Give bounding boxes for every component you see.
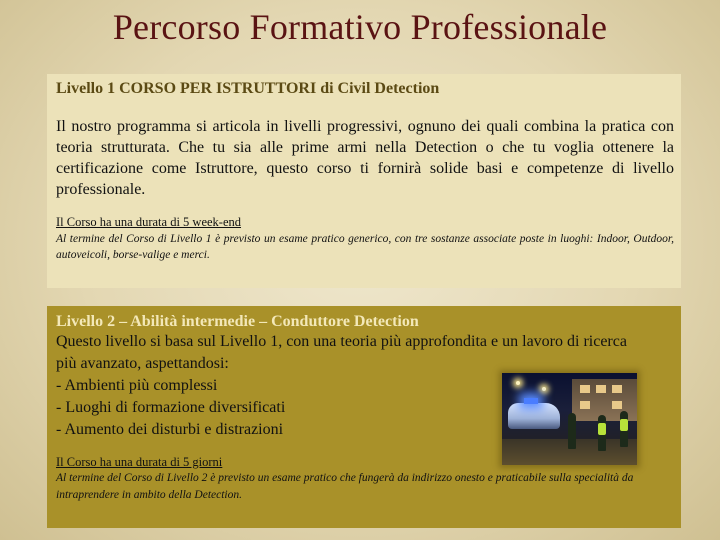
level2-note: Al termine del Corso di Livello 2 è previsto un esame pratico che fungerà da indirizzo onesto e praticabile sulla specialità da intraprendere in ambito della Detection. xyxy=(56,472,634,501)
level2-duration: Il Corso ha una durata di 5 giorni xyxy=(56,455,223,469)
police-car xyxy=(508,403,560,429)
reflective-vest xyxy=(620,419,628,431)
slide-title: Percorso Formativo Professionale xyxy=(112,7,608,47)
window xyxy=(612,385,622,393)
night-street-photo xyxy=(502,373,637,465)
level1-duration: Il Corso ha una durata di 5 week-end xyxy=(56,215,242,229)
window xyxy=(580,385,590,393)
level1-paragraph: Il nostro programma si articola in livelli progressivi, ognuno dei quali combina la pratica con teoria strutturata. Che tu sia alle prime armi nella Detection o che tu voglia ottenere la certificazione come Istruttore, questo corso ti fornirà solide basi e competenze di livello professionale. xyxy=(56,118,674,198)
reflective-vest xyxy=(598,423,606,435)
window xyxy=(612,401,622,409)
level2-bullet: - Aumento dei disturbi e distrazioni xyxy=(56,421,284,438)
person xyxy=(568,413,576,449)
level2-bullet: - Ambienti più complessi xyxy=(56,377,218,394)
level2-intro: Questo livello si basa sul Livello 1, con una teoria più approfondita e un lavoro di ricerca più avanzato, aspettandosi: xyxy=(56,333,627,372)
siren-light xyxy=(524,398,538,404)
level1-box xyxy=(47,74,681,288)
level2-bullet: - Luoghi di formazione diversificati xyxy=(56,399,286,416)
level2-heading: Livello 2 – Abilità intermedie – Conduttore Detection xyxy=(56,313,419,330)
streetlight xyxy=(516,381,520,385)
streetlight xyxy=(542,387,546,391)
window xyxy=(596,385,606,393)
level1-heading: Livello 1 CORSO PER ISTRUTTORI di Civil Detection xyxy=(56,80,440,97)
window xyxy=(580,401,590,409)
level1-note: Al termine del Corso di Livello 1 è previsto un esame pratico generico, con tre sostanze associate poste in luoghi: Indoor, Outdoor, autoveicoli, borse-valige e merci. xyxy=(56,233,674,261)
